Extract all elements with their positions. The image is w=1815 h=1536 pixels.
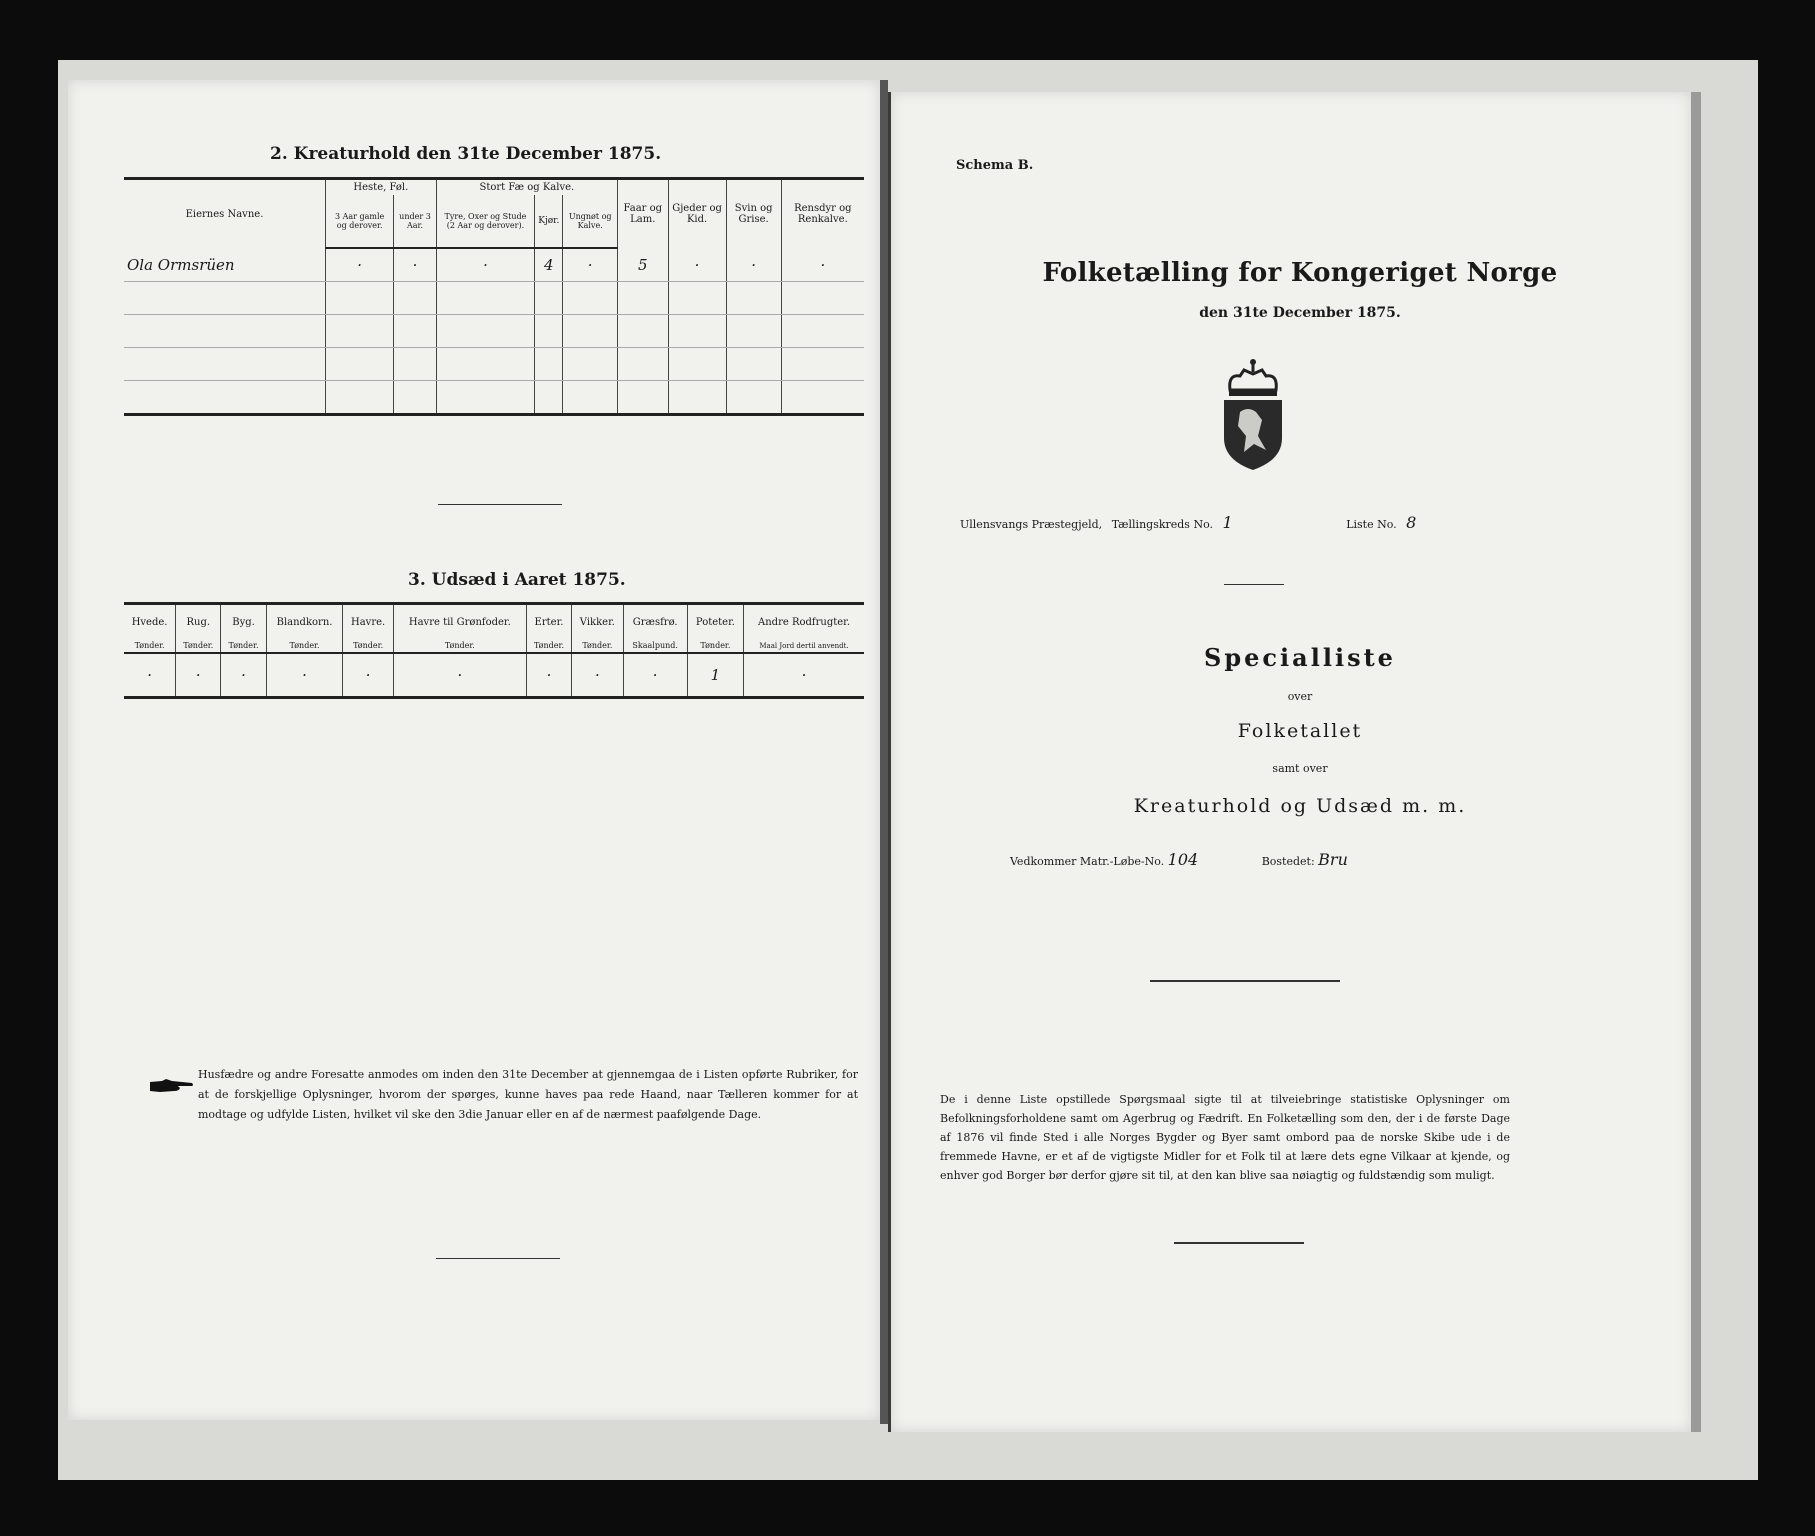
cell	[326, 315, 394, 348]
sowing-col-7: Vikker.	[572, 604, 624, 640]
horse-young-column-header: under 3 Aar.	[394, 195, 436, 248]
cell	[326, 381, 394, 415]
sowing-value-6: ·	[526, 653, 571, 698]
divider	[1224, 584, 1284, 585]
bosted-value: Bru	[1318, 850, 1348, 869]
cell	[668, 315, 726, 348]
cattle-group-header: Stort Fæ og Kalve.	[436, 179, 617, 196]
cell	[618, 348, 668, 381]
horse-young-value: ·	[394, 248, 436, 282]
cell	[726, 315, 781, 348]
livestock-header-group-row	[124, 179, 864, 196]
cell	[394, 282, 436, 315]
cell	[726, 282, 781, 315]
sowing-unit-row	[124, 639, 864, 653]
matr-label: Vedkommer Matr.-Løbe-No.	[1010, 855, 1165, 868]
sowing-value-7: ·	[572, 653, 624, 698]
sowing-col-5: Havre til Grønfoder.	[393, 604, 526, 640]
cell	[781, 381, 864, 415]
sowing-unit-4: Tønder.	[343, 639, 393, 653]
pointing-hand-icon	[148, 1078, 194, 1094]
sowing-value-9: 1	[687, 653, 743, 698]
sowing-col-1: Rug.	[176, 604, 221, 640]
reindeer-value: ·	[781, 248, 864, 282]
section-3-heading: 3. Udsæd i Aaret 1875.	[408, 570, 626, 590]
owner-column-header: Eiernes Navne.	[124, 179, 326, 249]
divider	[1150, 980, 1340, 982]
livestock-row	[124, 248, 864, 282]
divider	[438, 504, 562, 505]
livestock-row	[124, 315, 864, 348]
cell	[618, 282, 668, 315]
district-value: 1	[1222, 513, 1233, 532]
district-label: Tællingskreds No.	[1111, 518, 1214, 531]
divider	[1174, 1242, 1304, 1244]
sowing-value-3: ·	[266, 653, 343, 698]
sowing-values-row	[124, 653, 864, 698]
sowing-unit-0: Tønder.	[124, 639, 176, 653]
bulls-column-header: Tyre, Oxer og Stude (2 Aar og derover).	[436, 195, 535, 248]
sheep-value: 5	[618, 248, 668, 282]
census-title: Folketælling for Kongeriget Norge	[1042, 258, 1558, 288]
specialliste-title: Specialliste	[1204, 643, 1396, 672]
cell	[781, 282, 864, 315]
list-label: Liste No.	[1346, 518, 1397, 531]
cell	[668, 282, 726, 315]
cell	[535, 381, 563, 415]
bosted-label: Bostedet:	[1261, 855, 1315, 868]
young-cattle-value: ·	[563, 248, 618, 282]
cell	[394, 315, 436, 348]
horse-old-column-header: 3 Aar gamle og derover.	[326, 195, 394, 248]
sowing-value-1: ·	[176, 653, 221, 698]
sowing-col-0: Hvede.	[124, 604, 176, 640]
owner-name	[124, 381, 326, 415]
census-date: den 31te December 1875.	[1199, 305, 1401, 321]
pigs-column-header: Svin og Grise.	[726, 179, 781, 249]
horses-group-header: Heste, Føl.	[326, 179, 437, 196]
cell	[535, 315, 563, 348]
sowing-value-2: ·	[221, 653, 266, 698]
kreaturhold-text: Kreaturhold og Udsæd m. m.	[1133, 795, 1467, 817]
livestock-row	[124, 348, 864, 381]
sowing-unit-8: Skaalpund.	[623, 639, 687, 653]
matr-line	[1010, 850, 1348, 869]
cell	[394, 348, 436, 381]
cell	[326, 348, 394, 381]
cell	[781, 348, 864, 381]
sowing-unit-3: Tønder.	[266, 639, 343, 653]
sowing-unit-9: Tønder.	[687, 639, 743, 653]
cell	[436, 282, 535, 315]
cell	[436, 315, 535, 348]
cell	[668, 381, 726, 415]
cell	[394, 381, 436, 415]
owner-name	[124, 315, 326, 348]
goats-column-header: Gjeder og Kid.	[668, 179, 726, 249]
cell	[618, 381, 668, 415]
location-line	[960, 513, 1422, 532]
sowing-value-0: ·	[124, 653, 176, 698]
owner-name: Ola Ormsrüen	[124, 248, 326, 282]
book-binding	[880, 80, 888, 1424]
cell	[326, 282, 394, 315]
cell	[563, 282, 618, 315]
cell	[436, 381, 535, 415]
goats-value: ·	[668, 248, 726, 282]
cell	[726, 348, 781, 381]
sowing-unit-7: Tønder.	[572, 639, 624, 653]
samt-over-text: samt over	[1272, 762, 1328, 775]
sowing-unit-6: Tønder.	[526, 639, 571, 653]
reindeer-column-header: Rensdyr og Renkalve.	[781, 179, 864, 249]
notice-text: Husfædre og andre Foresatte anmodes om inden den 31te December at gjennemgaa de i Listen opførte Rubriker, for at de forskjellige Oplysninger, hvorom der spørges, kunne haves paa rede Haand, naar Tælleren kommer for at modtage og udfylde Listen, hvilket vil ske den 3die Januar eller en af de nærmest paafølgende Dage.	[198, 1068, 858, 1121]
divider	[436, 1258, 560, 1259]
sowing-value-4: ·	[343, 653, 393, 698]
pigs-value: ·	[726, 248, 781, 282]
schema-label: Schema B.	[956, 158, 1034, 173]
cows-column-header: Kjør.	[535, 195, 563, 248]
sowing-unit-5: Tønder.	[393, 639, 526, 653]
information-paragraph: De i denne Liste opstillede Spørgsmaal sigte til at tilveiebringe statistiske Oplysninger om Befolkningsforholdene samt om Agerbrug og Fædrift. En Folketælling som den, der i de første Dage af 1876 vil finde Sted i alle Norges Bygder og Byer samt ombord paa de norske Skibe ude i de fremmede Havne, er et af de vigtigste Midler for et Folk til at lære dets egne Vilkaar at kjende, og enhver god Borger bør derfor gjøre sit til, at den kan blive saa nøiagtig og fuldstændig som muligt.	[940, 1093, 1510, 1182]
sowing-unit-1: Tønder.	[176, 639, 221, 653]
cows-value: 4	[535, 248, 563, 282]
young-cattle-column-header: Ungnøt og Kalve.	[563, 195, 618, 248]
list-value: 8	[1406, 513, 1417, 532]
coat-of-arms-icon	[1218, 356, 1288, 474]
sowing-value-10: ·	[744, 653, 864, 698]
over-text: over	[1287, 690, 1313, 703]
cell	[563, 315, 618, 348]
sowing-col-8: Græsfrø.	[623, 604, 687, 640]
sowing-col-6: Erter.	[526, 604, 571, 640]
sowing-col-4: Havre.	[343, 604, 393, 640]
cell	[618, 315, 668, 348]
sheep-column-header: Faar og Lam.	[618, 179, 668, 249]
sowing-unit-2: Tønder.	[221, 639, 266, 653]
cell	[781, 315, 864, 348]
cell	[535, 282, 563, 315]
cell	[563, 381, 618, 415]
livestock-row	[124, 282, 864, 315]
sowing-col-10: Andre Rodfrugter.	[744, 604, 864, 640]
owner-name	[124, 348, 326, 381]
sowing-col-9: Poteter.	[687, 604, 743, 640]
folketallet-text: Folketallet	[1237, 720, 1363, 742]
sowing-col-3: Blandkorn.	[266, 604, 343, 640]
section-2-heading: 2. Kreaturhold den 31te December 1875.	[270, 144, 662, 164]
sowing-unit-10: Maal Jord dertil anvendt.	[744, 639, 864, 653]
owner-name	[124, 282, 326, 315]
sowing-header-row	[124, 604, 864, 640]
cell	[726, 381, 781, 415]
sowing-table	[124, 602, 864, 699]
livestock-row	[124, 381, 864, 415]
cell	[668, 348, 726, 381]
horse-old-value: ·	[326, 248, 394, 282]
livestock-table	[124, 177, 864, 416]
cell	[563, 348, 618, 381]
cell	[436, 348, 535, 381]
matr-value: 104	[1167, 850, 1199, 869]
sowing-value-5: ·	[393, 653, 526, 698]
sowing-value-8: ·	[623, 653, 687, 698]
bulls-value: ·	[436, 248, 535, 282]
parish-label: Ullensvangs Præstegjeld,	[960, 518, 1103, 531]
sowing-col-2: Byg.	[221, 604, 266, 640]
cell	[535, 348, 563, 381]
